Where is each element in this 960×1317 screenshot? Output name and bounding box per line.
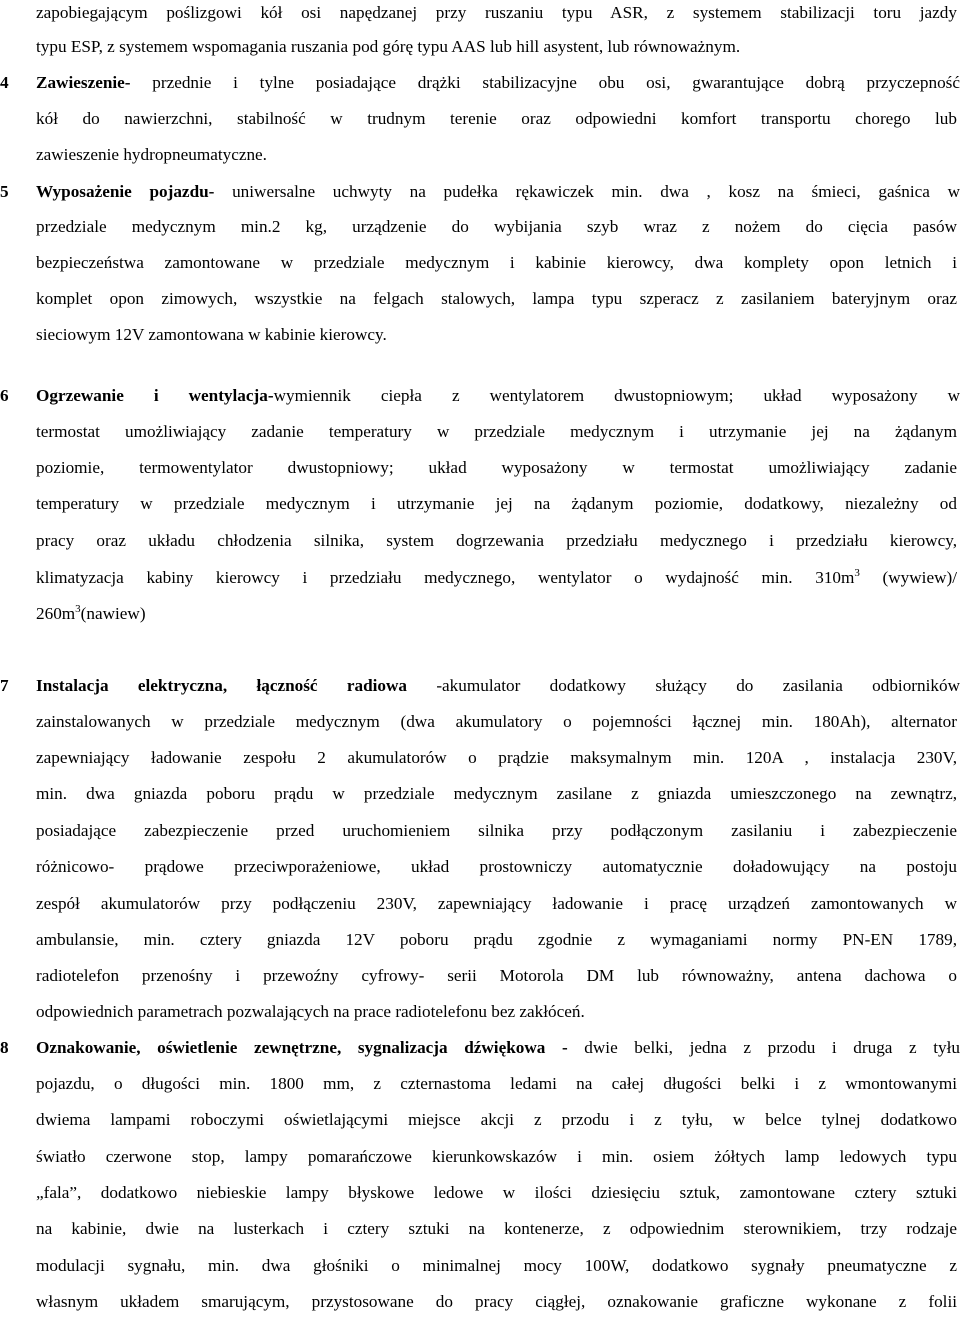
text-line: termostat umożliwiający zadanie temperatury w przedziale medycznym i utrzymanie jej na żądanym (36, 422, 957, 441)
text-fragment: (nawiew) (80, 604, 146, 623)
text-line: posiadające zabezpieczenie przed uruchomieniem silnika przy podłączonym zasilaniu i zabezpieczenie (36, 821, 957, 840)
text-line: światło czerwone stop, lampy pomarańczowe kierunkowskazów i min. osiem żółtych lamp ledowych typu (36, 1147, 957, 1166)
section-number: 4 (0, 73, 9, 92)
text-fragment: klimatyzacja kabiny kierowcy i przedziału medycznego, wentylator o wydajność min. 310m (36, 568, 855, 587)
text-line: kół do nawierzchni, stabilność w trudnym terenie oraz odpowiedni komfort transportu chorego lub (36, 109, 957, 128)
section-heading-line (0, 1033, 960, 1063)
section-title: Instalacja elektryczna, łączność radiowa (36, 676, 408, 695)
section-title: Wyposażenie pojazdu- (36, 182, 215, 201)
section-heading-line (0, 671, 960, 701)
text-fragment: 260m (36, 604, 76, 623)
superscript: 3 (75, 603, 81, 615)
text-line: komplet opon zimowych, wszystkie na felgach stalowych, lampa typu szperacz z zasilaniem bateryjnym oraz (36, 289, 957, 308)
text-line: bezpieczeństwa zamontowane w przedziale medycznym i kabinie kierowcy, dwa komplety opon letnich i (36, 253, 957, 272)
text-line: pracy oraz układu chłodzenia silnika, system dogrzewania przedziału medycznego i przedziału kierowcy, (36, 531, 957, 550)
section-text: -akumulator dodatkowy służący do zasilania odbiorników (407, 676, 960, 695)
section-text: uniwersalne uchwyty na pudełka rękawiczek min. dwa , kosz na śmieci, gaśnica w (214, 182, 960, 201)
text-line: min. dwa gniazda poboru prądu w przedziale medycznym zasilane z gniazda umieszczonego na zewnątrz, (36, 784, 957, 803)
section-heading-line (0, 381, 960, 411)
text-line: różnicowo- prądowe przeciwporażeniowe, układ prostowniczy automatycznie doładowujący na postoju (36, 857, 957, 876)
text-fragment: (wywiew)/ (859, 568, 957, 587)
text-line: radiotelefon przenośny i przewoźny cyfrowy- serii Motorola DM lub równoważny, antena dachowa o (36, 966, 957, 985)
text-line: sieciowym 12V zamontowana w kabinie kierowcy. (36, 325, 387, 344)
text-line (36, 563, 957, 593)
text-line (36, 599, 957, 629)
text-line: zespół akumulatorów przy podłączeniu 230V, zapewniający ładowanie i pracę urządzeń zamontowanych w (36, 894, 957, 913)
section-text: przednie i tylne posiadające drążki stabilizacyjne obu osi, gwarantujące dobrą przyczepność (130, 73, 960, 92)
text-line: modulacji sygnału, min. dwa głośniki o minimalnej mocy 100W, dodatkowo sygnały pneumatyczne z (36, 1256, 957, 1275)
text-line: odpowiednich parametrach pozwalających na prace radiotelefonu bez zakłóceń. (36, 1002, 585, 1021)
text-line: zainstalowanych w przedziale medycznym (dwa akumulatory o pojemności łącznej min. 180Ah), alternator (36, 712, 957, 731)
text-line: na kabinie, dwie na lusterkach i cztery sztuki na kontenerze, z odpowiednim sterownikiem, trzy rodzaje (36, 1219, 957, 1238)
section-number: 7 (0, 676, 9, 695)
section-number: 5 (0, 182, 9, 201)
text-line: zapobiegającym poślizgowi kół osi napędzanej przy ruszaniu typu ASR, z systemem stabilizacji toru jazdy (36, 3, 957, 22)
section-title: Ogrzewanie i wentylacja- (36, 386, 274, 405)
section-heading-line (0, 177, 960, 207)
text-line: zapewniający ładowanie zespołu 2 akumulatorów o prądzie maksymalnym min. 120A , instalacja 230V, (36, 748, 957, 767)
text-line: dwiema lampami roboczymi oświetlającymi miejsce akcji z przodu i z tyłu, w belce tylnej dodatkowo (36, 1110, 957, 1129)
section-number: 8 (0, 1038, 9, 1057)
text-line: poziomie, termowentylator dwustopniowy; układ wyposażony w termostat umożliwiający zadanie (36, 458, 957, 477)
section-title: Oznakowanie, oświetlenie zewnętrzne, sygnalizacja dźwiękowa - (36, 1038, 568, 1057)
section-heading-line (0, 68, 960, 98)
text-line: „fala”, dodatkowo niebieskie lampy błyskowe ledowe w ilości dziesięciu sztuk, zamontowane cztery sztuki (36, 1183, 957, 1202)
text-line: ambulansie, min. cztery gniazda 12V poboru prądu zgodnie z wymaganiami normy PN-EN 1789, (36, 930, 957, 949)
section-number: 6 (0, 386, 9, 405)
text-line: zawieszenie hydropneumatyczne. (36, 145, 267, 164)
text-line: przedziale medycznym min.2 kg, urządzenie do wybijania szyb wraz z nożem do cięcia pasów (36, 217, 957, 236)
section-text: wymiennik ciepła z wentylatorem dwustopniowym; układ wyposażony w (273, 386, 960, 405)
text-line: pojazdu, o długości min. 1800 mm, z czternastoma ledami na całej długości belki i z wmontowanymi (36, 1074, 957, 1093)
section-title: Zawieszenie- (36, 73, 131, 92)
text-line: własnym układem smarującym, przystosowane do pracy ciągłej, oznakowanie graficzne wykonane z folii (36, 1292, 957, 1311)
superscript: 3 (854, 567, 860, 579)
section-text: dwie belki, jedna z przodu i druga z tyłu (567, 1038, 960, 1057)
text-line: typu ESP, z systemem wspomagania ruszania pod górę typu AAS lub hill asystent, lub równoważnym. (36, 37, 741, 56)
text-line: temperatury w przedziale medycznym i utrzymanie jej na żądanym poziomie, dodatkowy, niezależny od (36, 494, 957, 513)
